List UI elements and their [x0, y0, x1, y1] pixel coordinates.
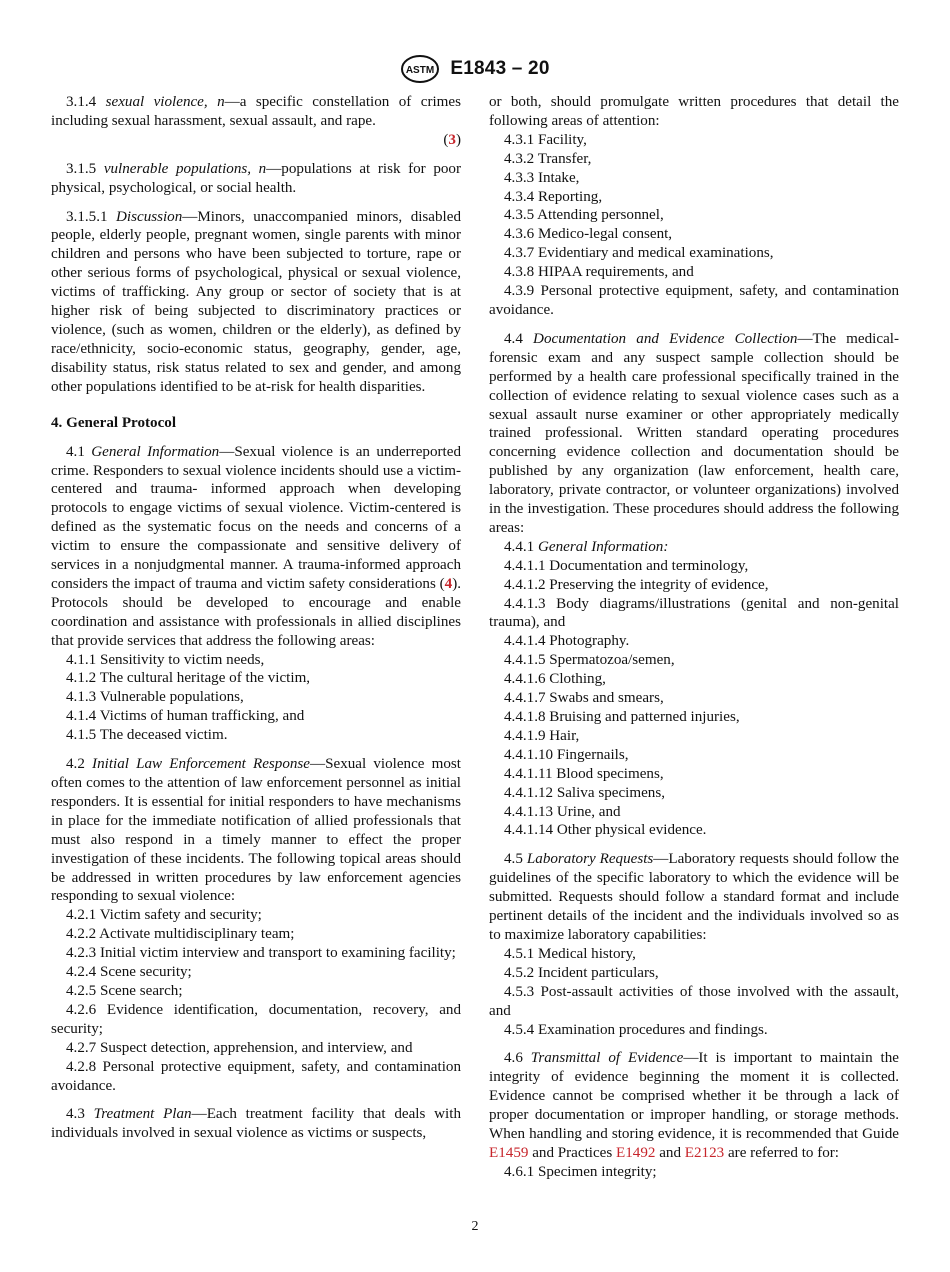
list-item: 4.4.1.3 Body diagrams/illustrations (genital and non-genital trauma), and [489, 595, 899, 631]
list-item: 4.3.8 HIPAA requirements, and [504, 264, 694, 281]
list-4-3 [489, 131, 899, 320]
list-item: 4.1.3 Vulnerable populations, [66, 689, 244, 706]
list-item: 4.2.5 Scene search; [66, 982, 183, 999]
left-column [51, 93, 461, 1143]
link-e1459[interactable]: E1459 [489, 1144, 529, 1161]
list-item: 4.4.1.12 Saliva specimens, [504, 784, 665, 801]
list-item: 4.2.8 Personal protective equipment, safety, and contamination avoidance. [51, 1058, 461, 1094]
list-item: 4.2.4 Scene security; [66, 964, 192, 981]
list-item: 4.3.2 Transfer, [504, 150, 592, 167]
list-item: 4.5.3 Post-assault activities of those involved with the assault, and [489, 983, 899, 1019]
list-item: 4.6.1 Specimen integrity; [504, 1163, 657, 1180]
page-header [0, 54, 950, 84]
list-item: 4.3.1 Facility, [504, 131, 587, 148]
section-4-3-continued: or both, should promulgate written procedures that detail the following areas of attention: [489, 94, 899, 129]
list-item: 4.3.5 Attending personnel, [504, 207, 664, 224]
section-4-6: 4.6 Transmittal of Evidence—It is important to maintain the integrity of evidence beginning the moment it is collected. Evidence cannot be comprised whether it be through a lack of proper documentation or improper handling, or storage methods. When handling and storing evidence, it is recommended that Guide E1459 and Practices E1492 and E2123 are referred to for: [489, 1050, 899, 1161]
right-column [489, 93, 899, 1182]
list-item: 4.1.1 Sensitivity to victim needs, [66, 651, 265, 668]
list-item: 4.2.3 Initial victim interview and transport to examining facility; [66, 945, 456, 962]
list-item: 4.3.6 Medico-legal consent, [504, 226, 673, 243]
link-e1492[interactable]: E1492 [616, 1144, 656, 1161]
list-item: 4.1.2 The cultural heritage of the victim, [66, 670, 311, 687]
section-4-4-1: 4.4.1 General Information: [504, 538, 669, 555]
section-4-1: 4.1 General Information—Sexual violence is an underreported crime. Responders to sexual violence incidents should use a victim-centered and trauma- informed approach when developing protocols to engage victims of sexual violence. Victim-centered is defined as the systematic focus on the needs and concerns of a victim to ensure the compassionate and sensitive delivery of services in a nonjudgmental manner. A trauma-informed approach considers the impact of trauma and victim safety considerations (4). Protocols should be developed to encourage and enable coordination and assistance with professionals in allied disciplines that provide services that address the following areas: [51, 443, 461, 649]
list-item: 4.4.1.13 Urine, and [504, 803, 621, 820]
list-item: 4.4.1.5 Spermatozoa/semen, [504, 652, 675, 669]
list-item: 4.4.1.7 Swabs and smears, [504, 690, 664, 707]
list-item: 4.4.1.1 Documentation and terminology, [504, 557, 749, 574]
section-4-5: 4.5 Laboratory Requests—Laboratory requests should follow the guidelines of the specific laboratory to which the evidence will be submitted. Requests should follow a standard format and include pertinent details of the incident and the individuals involved so as to maximize laboratory capabilities: [489, 851, 899, 943]
list-item: 4.2.2 Activate multidisciplinary team; [66, 926, 295, 943]
list-item: 4.1.4 Victims of human trafficking, and [66, 708, 305, 725]
list-item: 4.4.1.6 Clothing, [504, 671, 606, 688]
reference-3[interactable]: (3) [443, 131, 461, 148]
list-4-1 [51, 651, 461, 746]
list-item: 4.3.3 Intake, [504, 169, 580, 186]
section-4-3: 4.3 Treatment Plan—Each treatment facility that deals with individuals involved in sexual violence as victims or suspects, [51, 1106, 461, 1142]
section-heading-4: 4. General Protocol [51, 414, 177, 431]
section-4-4: 4.4 Documentation and Evidence Collection—The medical-forensic exam and any suspect sample collection should be performed by a health care professional specifically trained in the collection of evidence relating to sexual violence cases such as a sexual assault nurse examiner or other appropriately medically trained professional. Written standard operating procedures concerning evidence collection and documentation should be published by any organization (law enforcement, health care, laboratory, private contractor, or volunteer organizations) involved in the investigation. These procedures should address the following areas: [489, 330, 899, 536]
list-item: 4.3.7 Evidentiary and medical examinations, [504, 245, 774, 262]
list-item: 4.4.1.2 Preserving the integrity of evidence, [504, 576, 769, 593]
list-item: 4.4.1.9 Hair, [504, 727, 580, 744]
list-item: 4.4.1.4 Photography. [504, 633, 630, 650]
list-item: 4.5.4 Examination procedures and findings. [504, 1021, 768, 1038]
astm-logo-icon [400, 54, 440, 84]
list-4-5 [489, 945, 899, 1040]
section-3-1-5-1: 3.1.5.1 Discussion—Minors, unaccompanied minors, disabled people, elderly people, pregnant women, single parents with minor children and persons who have been subjected to torture, rape or other serious forms of psychological, physical or sexual violence, victims of trafficking. Any group or sector of society that is at higher risk of being subjected to discriminatory practices or violence, (such as women, children or the elderly), as defined by race/ethnicity, socio-economic status, geography, gender, age, disability status, risk status related to sex and gender, and among other populations identified to be at-risk for health disparities. [51, 208, 461, 395]
list-item: 4.4.1.10 Fingernails, [504, 746, 629, 763]
standard-designation: E1843 – 20 [450, 58, 550, 79]
list-item: 4.2.1 Victim safety and security; [66, 907, 262, 924]
list-item: 4.3.9 Personal protective equipment, safety, and contamination avoidance. [489, 283, 899, 318]
list-4-6 [489, 1163, 899, 1182]
list-item: 4.4.1.8 Bruising and patterned injuries, [504, 709, 740, 725]
list-item: 4.4.1.11 Blood specimens, [504, 765, 664, 782]
list-item: 4.2.7 Suspect detection, apprehension, and interview, and [66, 1039, 413, 1056]
list-4-2 [51, 906, 461, 1095]
page-number: 2 [471, 1219, 479, 1234]
section-3-1-5: 3.1.5 vulnerable populations, n—populations at risk for poor physical, psychological, or social health. [51, 160, 461, 196]
section-3-1-4: 3.1.4 sexual violence, n—a specific constellation of crimes including sexual harassment, sexual assault, and rape. [51, 94, 461, 129]
list-item: 4.1.5 The deceased victim. [66, 727, 228, 744]
link-e2123[interactable]: E2123 [684, 1144, 725, 1161]
section-4-2: 4.2 Initial Law Enforcement Response—Sexual violence most often comes to the attention of law enforcement personnel as initial responders. It is essential for initial responders to have mechanisms in place for the immediate notification of allied professionals that must also respond in a timely manner to effect the proper investigation of these incidents. The following topical areas should be addressed in written procedures by law enforcement agencies responding to sexual violence: [51, 756, 461, 905]
list-item: 4.2.6 Evidence identification, documentation, recovery, and security; [51, 1001, 461, 1037]
list-4-4-1 [489, 557, 899, 841]
list-item: 4.5.1 Medical history, [504, 945, 636, 962]
list-item: 4.4.1.14 Other physical evidence. [504, 822, 707, 839]
svg-text:ASTM: ASTM [406, 65, 435, 76]
reference-4[interactable]: 4 [444, 575, 453, 592]
list-item: 4.5.2 Incident particulars, [504, 964, 659, 981]
list-item: 4.3.4 Reporting, [504, 188, 603, 205]
